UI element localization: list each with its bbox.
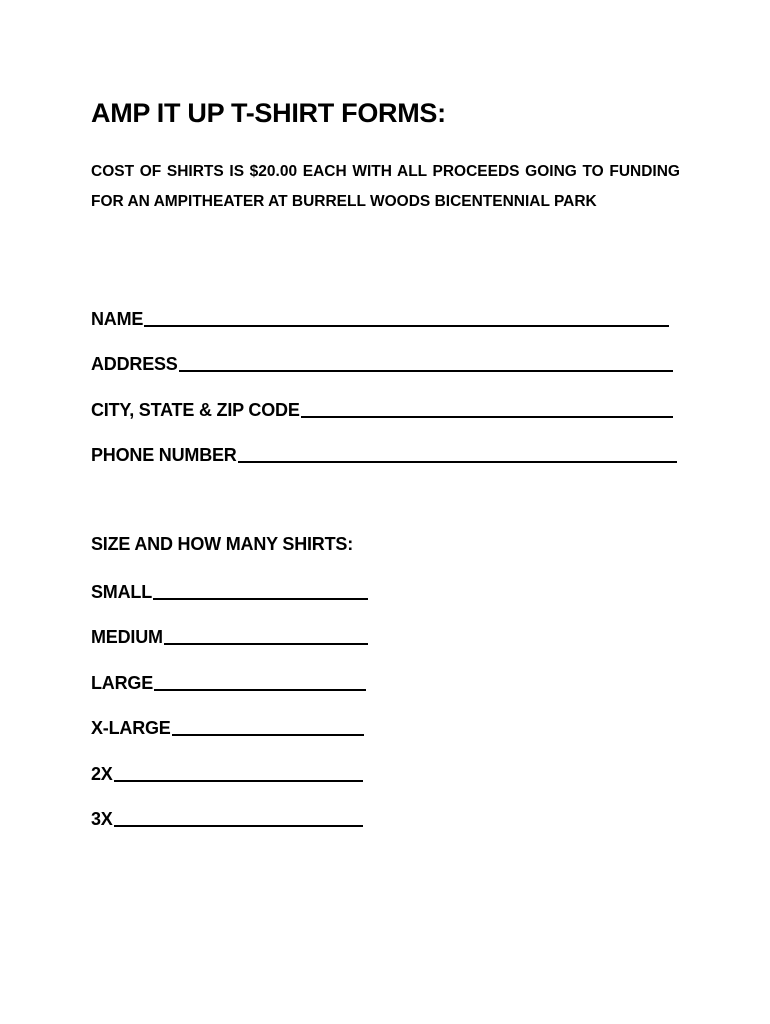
size-3x-label: 3X (91, 809, 113, 829)
size-2x-blank-line[interactable] (114, 780, 363, 782)
intro-paragraph: COST OF SHIRTS IS $20.00 EACH WITH ALL PROCEEDS GOING TO FUNDING FOR AN AMPITHEATER AT BURRELL WOODS BICENTENNIAL PARK (91, 163, 680, 210)
address-label: ADDRESS (91, 354, 178, 374)
address-blank-line[interactable] (179, 370, 673, 372)
size-medium-blank-line[interactable] (164, 643, 368, 645)
size-large-field[interactable] (91, 668, 366, 694)
size-large-label: LARGE (91, 673, 154, 693)
city-state-zip-label: CITY, STATE & ZIP CODE (91, 400, 300, 420)
size-small-blank-line[interactable] (153, 598, 368, 600)
phone-number-label: PHONE NUMBER (91, 445, 237, 465)
address-field[interactable] (91, 349, 673, 375)
city-state-zip-field[interactable] (91, 395, 673, 421)
size-2x-field[interactable] (91, 759, 363, 785)
name-blank-line[interactable] (144, 325, 669, 327)
size-medium-label: MEDIUM (91, 627, 163, 647)
size-x-large-field[interactable] (91, 713, 364, 739)
sizes-heading: SIZE AND HOW MANY SHIRTS: (91, 534, 354, 554)
phone-number-blank-line[interactable] (238, 461, 677, 463)
size-medium-field[interactable] (91, 622, 368, 648)
size-x-large-label: X-LARGE (91, 718, 171, 738)
name-field[interactable] (91, 304, 669, 330)
size-3x-blank-line[interactable] (114, 825, 363, 827)
size-x-large-blank-line[interactable] (172, 734, 364, 736)
size-large-blank-line[interactable] (154, 689, 366, 691)
city-state-zip-blank-line[interactable] (301, 416, 673, 418)
size-3x-field[interactable] (91, 804, 363, 830)
form-title: AMP IT UP T-SHIRT FORMS: (91, 98, 446, 128)
phone-number-field[interactable] (91, 440, 677, 466)
name-label: NAME (91, 309, 144, 329)
size-small-field[interactable] (91, 577, 368, 603)
size-small-label: SMALL (91, 582, 152, 602)
size-2x-label: 2X (91, 764, 113, 784)
